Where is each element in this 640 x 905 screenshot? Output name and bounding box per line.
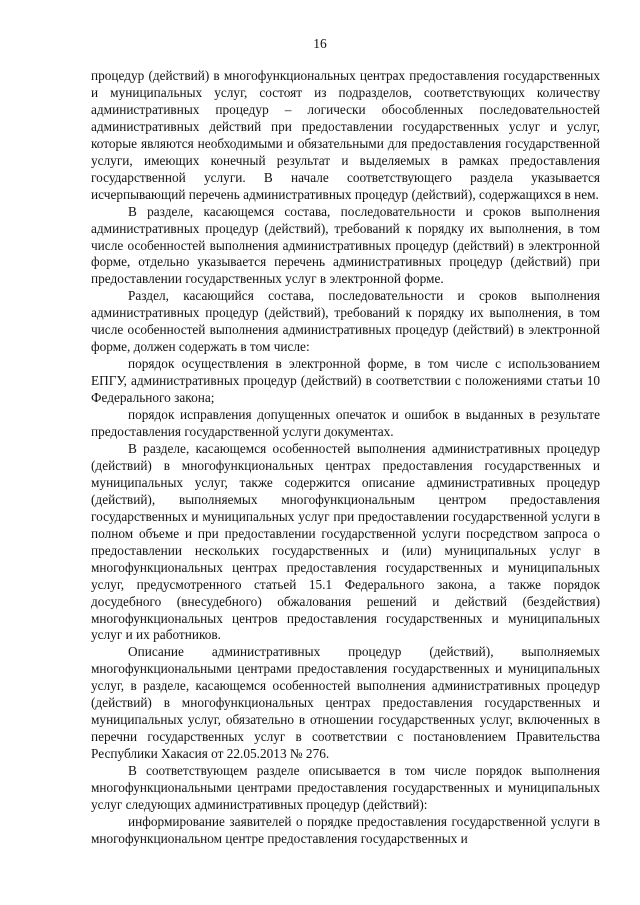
paragraph-admin-procedures-electronic: В разделе, касающемся состава, последовательности и сроков выполнения административных процедур (действий), требований к порядку их выполнения, в том числе особенностей выполнения административных процедур (действий) в электронной форме, отдельно указывается перечень административных процедур (действий) при предоставлении государственных услуг в электронной форме.: [91, 203, 600, 287]
paragraph-continuation: процедур (действий) в многофункциональных центрах предоставления государственных и муниципальных услуг, состоят из подразделов, соответствующих количеству административных процедур – логически обособленных последовательностей административных действий при предоставлении государственных услуг и услуг, которые являются необходимыми и обязательными для предоставления государственной услуги, имеющих конечный результат и выделяемых в рамках предоставления государственной услуги. В начале соответствующего раздела указывается исчерпывающий перечень административных процедур (действий), содержащихся в нем.: [91, 68, 600, 202]
paragraph-electronic-order: порядок осуществления в электронной форме, в том числе с использованием ЕПГУ, административных процедур (действий) в соответствии с положениями статьи 10 Федерального закона;: [91, 356, 600, 406]
paragraph-mfc-procedures-list: В соответствующем разделе описывается в том числе порядок выполнения многофункциональными центрами предоставления государственных и муниципальных услуг следующих административных процедур (действий):: [91, 763, 600, 812]
paragraph-informing-applicants: информирование заявителей о порядке предоставления государственной услуги в многофункциональном центре предоставления государственных и: [91, 813, 600, 846]
page-number: 16: [313, 36, 327, 51]
paragraph-mfc-section: В разделе, касающемся особенностей выполнения административных процедур (действий) в многофункциональных центрах предоставления государственных и муниципальных услуг, также содержится описание административных процедур (действий), выполняемых многофункциональным центром предоставления государственных и муниципальных услуг при предоставлении государственной услуги в полном объеме и при предоставлении государственной услуги посредством запроса о предоставлении нескольких государственных и (или) муниципальных услуг в многофункциональных центрах предоставления государственных и муниципальных услуг, предусмотренного статьей 15.1 Федерального закона, а также порядок досудебного (внесудебного) обжалования решений и действий (бездействия) многофункциональных центров предоставления государственных и муниципальных услуг и их работников.: [91, 440, 600, 643]
body-text: [91, 68, 600, 848]
paragraph-section-contents: Раздел, касающийся состава, последовательности и сроков выполнения административных процедур (действий), требований к порядку их выполнения, в том числе особенностей выполнения административных процедур (действий) в электронной форме, должен содержать в том числе:: [91, 288, 600, 355]
paragraph-mfc-description: Описание административных процедур (действий), выполняемых многофункциональными центрами предоставления государственных и муниципальных услуг, в разделе, касающемся особенностей выполнения административных процедур (действий) в многофункциональных центрах предоставления государственных и муниципальных услуг, обязательно в отношении государственных услуг, включенных в перечни государственных услуг в соответствии с постановлением Правительства Республики Хакасия от 22.05.2013 № 276.: [91, 644, 600, 762]
paragraph-typo-correction: порядок исправления допущенных опечаток и ошибок в выданных в результате предоставления государственной услуги документах.: [91, 407, 600, 440]
